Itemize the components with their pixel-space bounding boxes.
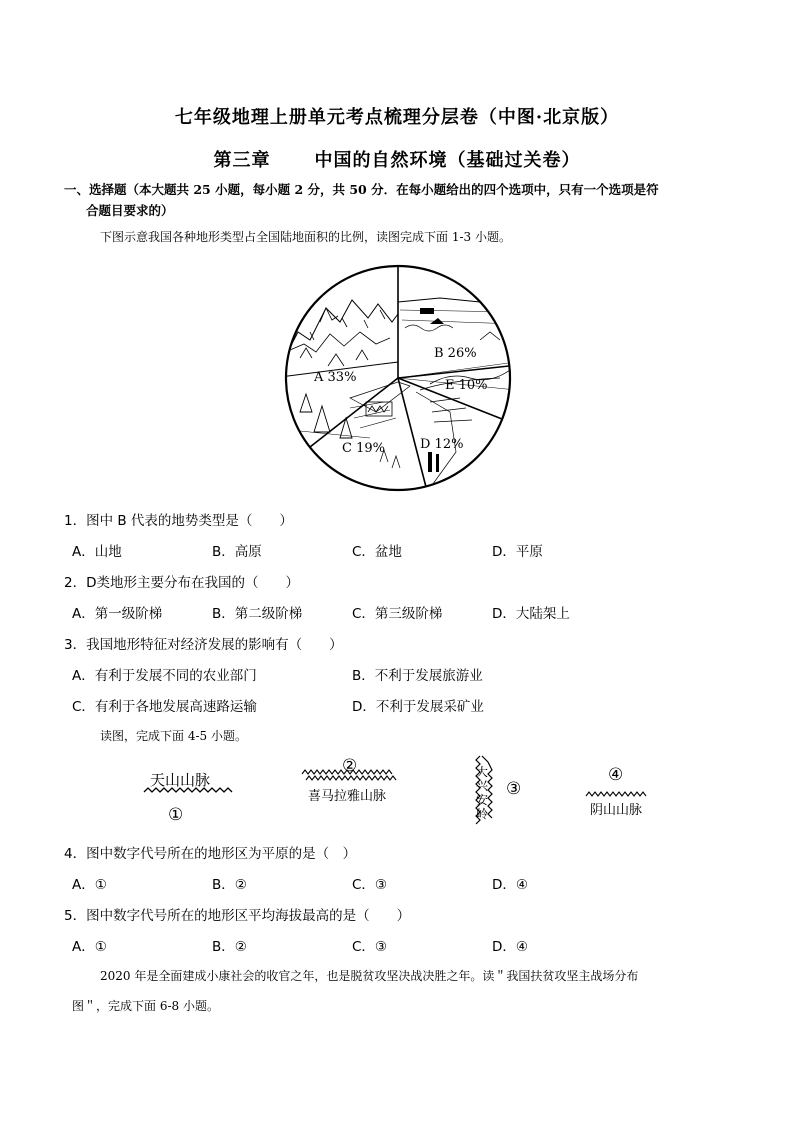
question-2-option-a[interactable]: A．第一级阶梯 xyxy=(72,606,163,622)
question-3-stem: 3．我国地形特征对经济发展的影响有（ ） xyxy=(64,637,343,653)
chapter-number: 第三章 xyxy=(213,150,271,171)
section-heading-cont: 合题目要求的） xyxy=(86,203,174,218)
tianshan-label: 天山山脉 xyxy=(150,771,211,789)
pie-label-d: D 12% xyxy=(420,437,464,452)
question-5-option-a[interactable]: A．① xyxy=(72,939,107,955)
pie-label-e: E 10% xyxy=(445,378,488,393)
question-5-option-c[interactable]: C．③ xyxy=(352,939,388,955)
question-2-option-d[interactable]: D．大陆架上 xyxy=(492,606,570,622)
question-4-option-a[interactable]: A．① xyxy=(72,877,107,893)
question-1-option-d[interactable]: D．平原 xyxy=(492,544,543,560)
question-1-stem: 1．图中 B 代表的地势类型是（ ） xyxy=(64,513,293,529)
mountain-ranges-figure xyxy=(130,752,670,830)
question-2-option-b[interactable]: B．第二级阶梯 xyxy=(212,606,303,622)
question-4-option-b[interactable]: B．② xyxy=(212,877,247,893)
intro-text-1: 下图示意我国各种地形类型占全国陆地面积的比例，读图完成下面 1-3 小题。 xyxy=(100,230,511,244)
himalaya-label: 喜马拉雅山脉 xyxy=(308,789,387,804)
terrain-pie-chart xyxy=(280,262,516,494)
question-3-option-b[interactable]: B．不利于发展旅游业 xyxy=(352,668,483,684)
yinshan-label: 阴山山脉 xyxy=(590,803,643,818)
document-title: 七年级地理上册单元考点梳理分层卷（中图·北京版） xyxy=(174,107,620,128)
question-5-stem: 5．图中数字代号所在的地形区平均海拔最高的是（ ） xyxy=(64,908,411,924)
question-5-option-d[interactable]: D．④ xyxy=(492,939,528,955)
tianshan-ridge xyxy=(144,788,232,792)
question-2-stem: 2．D类地形主要分布在我国的（ ） xyxy=(64,575,299,591)
number-1-label: ① xyxy=(168,805,184,825)
question-3-option-d[interactable]: D．不利于发展采矿业 xyxy=(352,699,484,715)
question-4-option-c[interactable]: C．③ xyxy=(352,877,388,893)
daxinganling-char-3: 安 xyxy=(476,793,489,807)
intro-text-3-cont: 图＂，完成下面 6-8 小题。 xyxy=(72,999,219,1013)
question-1-option-c[interactable]: C．盆地 xyxy=(352,544,402,560)
question-4-option-d[interactable]: D．④ xyxy=(492,877,528,893)
daxinganling-char-4: 岭 xyxy=(476,807,489,821)
question-4-stem: 4．图中数字代号所在的地形区为平原的是（ ） xyxy=(64,846,357,862)
question-1-option-a[interactable]: A．山地 xyxy=(72,544,122,560)
pie-label-b: B 26% xyxy=(434,346,477,361)
intro-text-3: 2020 年是全面建成小康社会的收官之年，也是脱贫攻坚决战决胜之年。读＂我国扶贫攻坚主战场分布 xyxy=(100,969,639,983)
question-3-option-c[interactable]: C．有利于各地发展高速路运输 xyxy=(72,699,257,715)
pie-label-c: C 19% xyxy=(342,441,385,456)
yinshan-ridge xyxy=(586,792,646,796)
daxinganling-char-1: 大 xyxy=(476,765,489,779)
intro-text-2: 读图，完成下面 4-5 小题。 xyxy=(100,729,247,743)
daxinganling-char-2: 兴 xyxy=(476,779,489,793)
question-2-option-c[interactable]: C．第三级阶梯 xyxy=(352,606,443,622)
pie-label-a: A 33% xyxy=(314,370,357,385)
question-1-option-b[interactable]: B．高原 xyxy=(212,544,262,560)
chapter-title xyxy=(0,146,794,172)
number-4-label: ④ xyxy=(608,765,624,785)
chapter-subtitle: 中国的自然环境（基础过关卷） xyxy=(314,150,581,171)
section-heading: 一、选择题（本大题共 25 小题，每小题 2 分，共 50 分．在每小题给出的四个选项中，只有一个选项是符 xyxy=(64,182,659,197)
number-3-label: ③ xyxy=(506,779,522,799)
question-5-option-b[interactable]: B．② xyxy=(212,939,247,955)
number-2-label: ② xyxy=(342,756,358,776)
question-3-option-a[interactable]: A．有利于发展不同的农业部门 xyxy=(72,668,257,684)
